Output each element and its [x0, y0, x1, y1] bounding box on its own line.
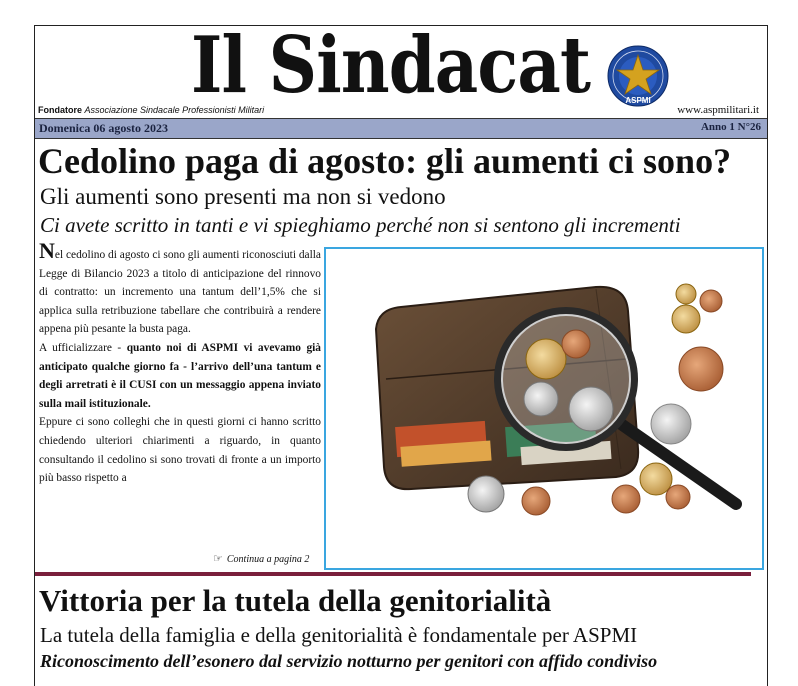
newspaper-page	[34, 20, 768, 686]
founder-name: Associazione Sindacale Professionisti Militari	[84, 105, 265, 115]
article-paragraph: Eppure ci sono colleghi che in questi giorni ci hanno scritto chiedendo ulteriori chiarimenti a riguardo, in quanto consultando il cedolino si sono trovati di fronte a un importo più basso rispetto a	[39, 416, 321, 485]
article-paragraph: A ufficializzare - quanto noi di ASPMI vi avevamo già anticipato qualche giorno fa - l’arrivo dell’una tantum e degli arretrati è il CUSI con un messaggio appena inviato sulla mail istituzionale.	[39, 341, 321, 410]
wallet-magnifier-illustration	[326, 249, 762, 568]
newspaper-title: Il Sindacat	[191, 20, 591, 111]
founder-label: Fondatore	[38, 105, 82, 115]
date-band	[35, 118, 767, 139]
second-subheadline: La tutela della famiglia e della genitorialità è fondamentale per ASPMI	[40, 623, 638, 647]
article-paragraph: Nel cedolino di agosto ci sono gli aumenti riconosciuti dalla Legge di Bilancio 2023 a titolo di anticipazione del rinnovo di contratto: un incremento una tantum dell’1,5% che si applica sulla retribuzione tabellare che contribuirà a rendere appena più pesante la busta paga.	[39, 238, 321, 336]
lead-headline: Cedolino paga di agosto: gli aumenti ci sono?	[38, 141, 732, 181]
masthead	[35, 20, 767, 116]
continue-link[interactable]: ☞ Continua a pagina 2	[213, 553, 310, 565]
issue-number: Anno 1 N°26	[700, 121, 761, 133]
section-divider	[35, 572, 751, 576]
second-kicker: Riconoscimento dell’esonero dal servizio notturno per genitori con affido condiviso	[40, 651, 658, 671]
lead-article-body	[39, 238, 321, 488]
pointing-hand-icon: ☞	[213, 553, 223, 565]
founder-line	[38, 105, 264, 115]
lead-kicker: Ci avete scritto in tanti e vi spieghiamo perché non si sentono gli incrementi	[40, 213, 681, 237]
badge-label: ASPMI	[625, 96, 651, 105]
second-headline: Vittoria per la tutela della genitorialità	[39, 583, 552, 618]
issue-date: Domenica 06 agosto 2023	[39, 121, 168, 135]
drop-cap: N	[39, 238, 55, 263]
lead-photo	[324, 247, 764, 570]
aspmi-badge-icon	[607, 45, 669, 107]
website-link[interactable]: www.aspmilitari.it	[677, 104, 759, 116]
lead-subheadline: Gli aumenti sono presenti ma non si vedono	[40, 184, 446, 209]
